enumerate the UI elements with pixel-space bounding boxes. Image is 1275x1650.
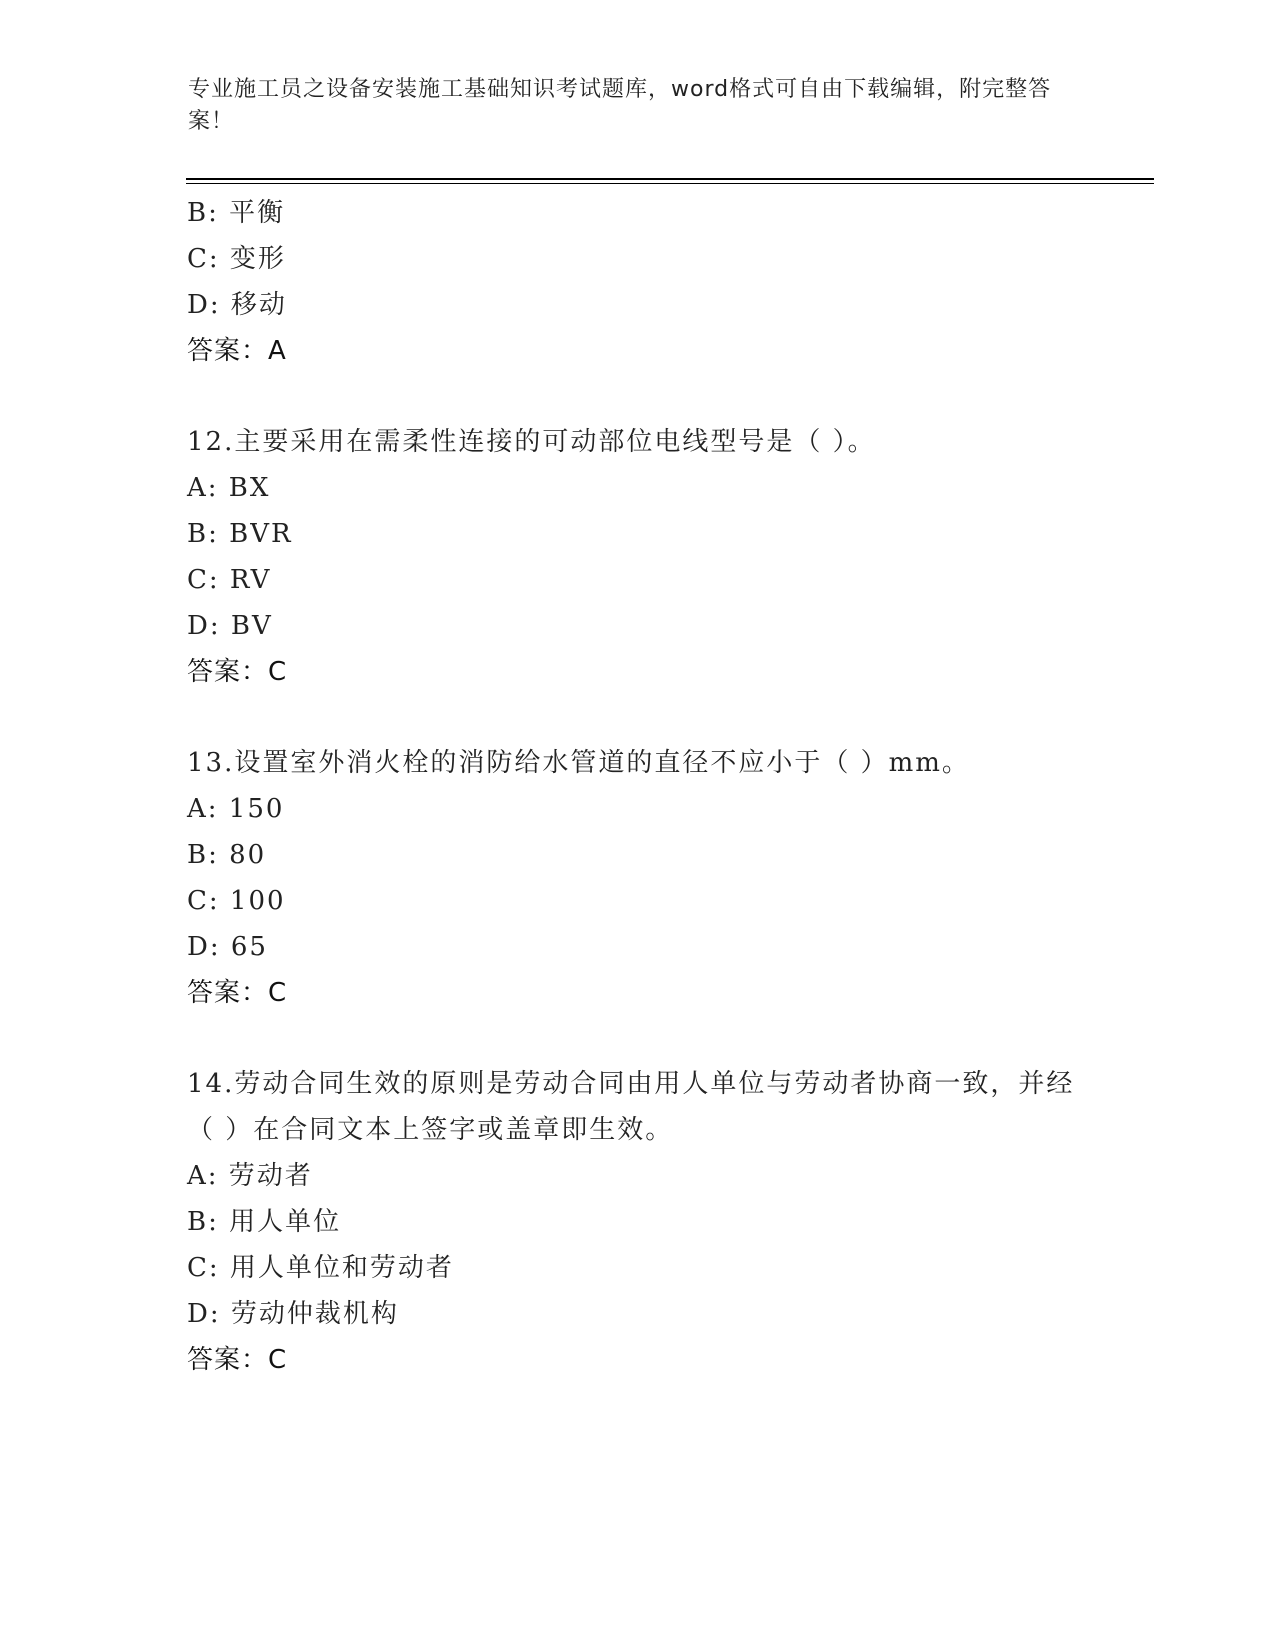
question-stem: 13.设置室外消火栓的消防给水管道的直径不应小于（ ）mm。 xyxy=(187,748,970,778)
header-divider-thick xyxy=(186,178,1154,180)
option-c: C: 变形 xyxy=(187,244,286,274)
option-d: D: 65 xyxy=(187,932,268,962)
question-stem: 12.主要采用在需柔性连接的可动部位电线型号是（ ）。 xyxy=(187,427,876,457)
option-c: C: RV xyxy=(187,565,272,595)
option-c: C: 100 xyxy=(187,886,286,916)
option-b: B: BVR xyxy=(187,519,293,549)
answer-line: 答案：C xyxy=(187,657,288,687)
question-11-continued xyxy=(187,190,1087,374)
question-stem: 14.劳动合同生效的原则是劳动合同由用人单位与劳动者协商一致，并经（ ）在合同文本上签字或盖章即生效。 xyxy=(187,1069,1075,1145)
question-13 xyxy=(187,740,1087,1016)
header-divider-thin xyxy=(186,183,1154,184)
answer-line: 答案：C xyxy=(187,978,288,1008)
document-header xyxy=(188,74,1068,138)
option-b: B: 用人单位 xyxy=(187,1207,342,1237)
option-a: A: 150 xyxy=(187,794,285,824)
option-b: B: 80 xyxy=(187,840,267,870)
option-d: D: BV xyxy=(187,611,273,641)
answer-line: 答案：C xyxy=(187,1345,288,1375)
question-list xyxy=(187,190,1087,1383)
header-title: 专业施工员之设备安装施工基础知识考试题库，word格式可自由下载编辑，附完整答案！ xyxy=(188,77,1052,134)
option-a: A: BX xyxy=(187,473,271,503)
option-d: D: 移动 xyxy=(187,290,287,320)
question-12 xyxy=(187,419,1087,695)
option-c: C: 用人单位和劳动者 xyxy=(187,1253,454,1283)
question-14 xyxy=(187,1061,1087,1383)
option-d: D: 劳动仲裁机构 xyxy=(187,1299,399,1329)
option-a: A: 劳动者 xyxy=(187,1161,313,1191)
option-b: B: 平衡 xyxy=(187,198,286,228)
answer-line: 答案：A xyxy=(187,336,287,366)
